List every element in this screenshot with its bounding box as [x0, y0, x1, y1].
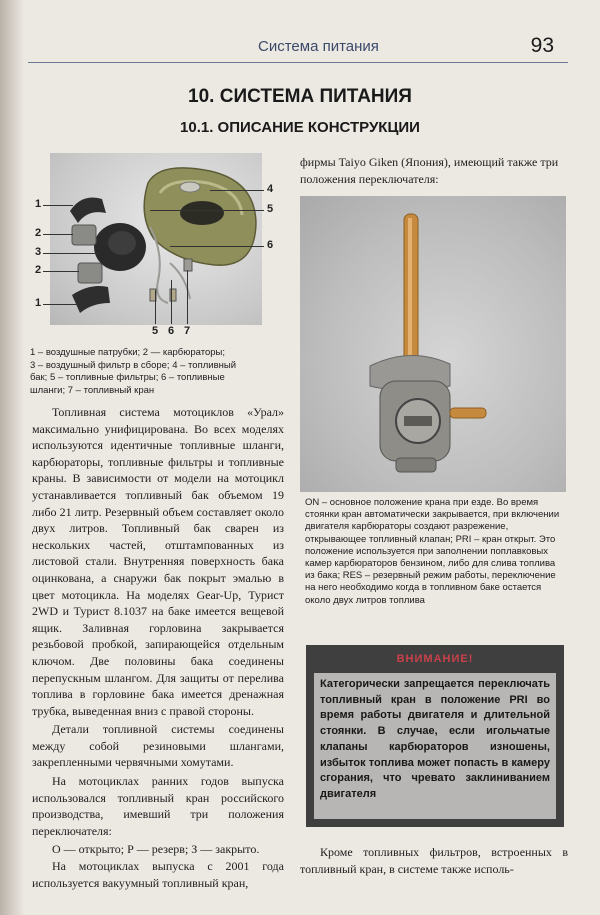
running-header: [28, 30, 568, 63]
leader-line: [155, 290, 156, 324]
caption-line: бак; 5 – топливные фильтры; 6 – топливные: [30, 372, 225, 383]
fuel-tap-photo: [300, 196, 566, 492]
warning-body: [314, 673, 556, 819]
paragraph: На мотоциклах ранних годов выпуска использовался топливный кран российского производства, имевший три положения переключателя:: [32, 774, 284, 838]
callout-label: 1: [35, 198, 42, 210]
callout-label: 5: [152, 325, 159, 337]
leader-line: [43, 253, 99, 254]
caption-line: 3 – воздушный фильтр в сборе; 4 – топливный: [30, 359, 236, 371]
fuel-tap-illustration: [300, 196, 566, 492]
right-column-bottom-text: [300, 844, 568, 877]
callout-label: 2: [35, 264, 42, 276]
leader-line: [150, 210, 264, 211]
warning-box: [306, 645, 564, 827]
leader-line: [187, 270, 188, 324]
paragraph: Детали топливной системы соединены между собой резиновыми шлангами, закрепленными червячными хомутами.: [32, 722, 284, 770]
right-column-intro: [300, 154, 568, 187]
running-title: Система питания: [258, 38, 379, 55]
warning-text: Категорически запрещается переключать топливный кран в положение PRI во время работы двигателя и длительной стоянки. В случае, если игольчатые клапаны карбюраторов изношены, избыток топлива может попасть в камеру сгорания, что чревато заклиниванием двигателя: [320, 678, 550, 800]
callout-label: 6: [267, 239, 274, 251]
leader-line: [43, 234, 73, 235]
leader-line: [210, 190, 264, 191]
page-gutter-shadow: [0, 0, 24, 915]
callout-label: 1: [35, 297, 42, 309]
leader-line: [170, 246, 264, 247]
caption-line: шланги; 7 – топливный кран: [30, 384, 155, 396]
caption-text: ON – основное положение крана при езде. Во время стоянки кран автоматически закрывается, при включении двигателя карбюраторы создают разрежение, открывающее топливный клапан; PRI – кран открыт. Это положение используется при заполнении поплавковых камер карбюраторов бензином, либо для слива топлива из бака; RES – резервный режим работы, переключение на него необходимо когда в топливном баке остается около двух литров топлива: [305, 497, 560, 606]
fuel-system-photo: [50, 153, 262, 325]
leader-line: [43, 304, 77, 305]
paragraph: Кроме топливных фильтров, встроенных в топливный кран, в системе также исполь-: [300, 845, 568, 876]
chapter-title: 10. СИСТЕМА ПИТАНИЯ: [188, 86, 412, 107]
caption-line: 1 – воздушные патрубки; 2 — карбюраторы;: [30, 347, 226, 358]
callout-label: 3: [35, 246, 42, 258]
page-number: 93: [530, 34, 554, 57]
callout-label: 7: [184, 325, 191, 337]
paragraph: О — открыто; Р — резерв; З — закрыто.: [52, 842, 260, 857]
paragraph: фирмы Taiyo Giken (Япония), имеющий также три положения переключателя:: [300, 155, 559, 186]
paragraph: Топливная система мотоциклов «Урал» максимально унифицирована. Во всех моделях используются идентичные топливные шланги, карбюраторы, топливные фильтры и топливные краны. В зависимости от модели на мотоцикл устанавливается топливный бак объемом 19 либо 21 литр. Резервный объем составляет около двух литров. Топливный бак сварен из нескольких частей, отштампованных из листовой стали. Внутренняя поверхность бака оцинкована, а снаружи бак покрыт эмалью в цвет мотоцикла. На моделях Gear-Up, Турист 2WD и Турист 8.1037 на баке имеется вещевой ящик. Заливная горловина закрывается резьбовой пробкой, запирающейся отдельным ключом. Две половины бака соединены перепускным шлангом. Для защиты от перелива топлива в горловине бака имеется дренажная трубка, выведенная вниз с правой стороны.: [32, 405, 284, 718]
callout-label: 5: [267, 203, 274, 215]
warning-heading: ВНИМАНИЕ!: [396, 653, 474, 665]
callout-label: 2: [35, 227, 42, 239]
fuel-system-illustration: [50, 153, 262, 325]
callout-label: 6: [168, 325, 175, 337]
leader-line: [43, 205, 73, 206]
left-column-text: [32, 404, 284, 891]
paragraph: На мотоциклах выпуска с 2001 года используется вакуумный топливный кран,: [32, 859, 284, 890]
leader-line: [171, 280, 172, 324]
figure1-caption: [30, 347, 282, 397]
section-title: 10.1. ОПИСАНИЕ КОНСТРУКЦИИ: [180, 119, 420, 136]
figure2-caption: [305, 497, 567, 607]
leader-line: [43, 271, 79, 272]
callout-label: 4: [267, 183, 274, 195]
